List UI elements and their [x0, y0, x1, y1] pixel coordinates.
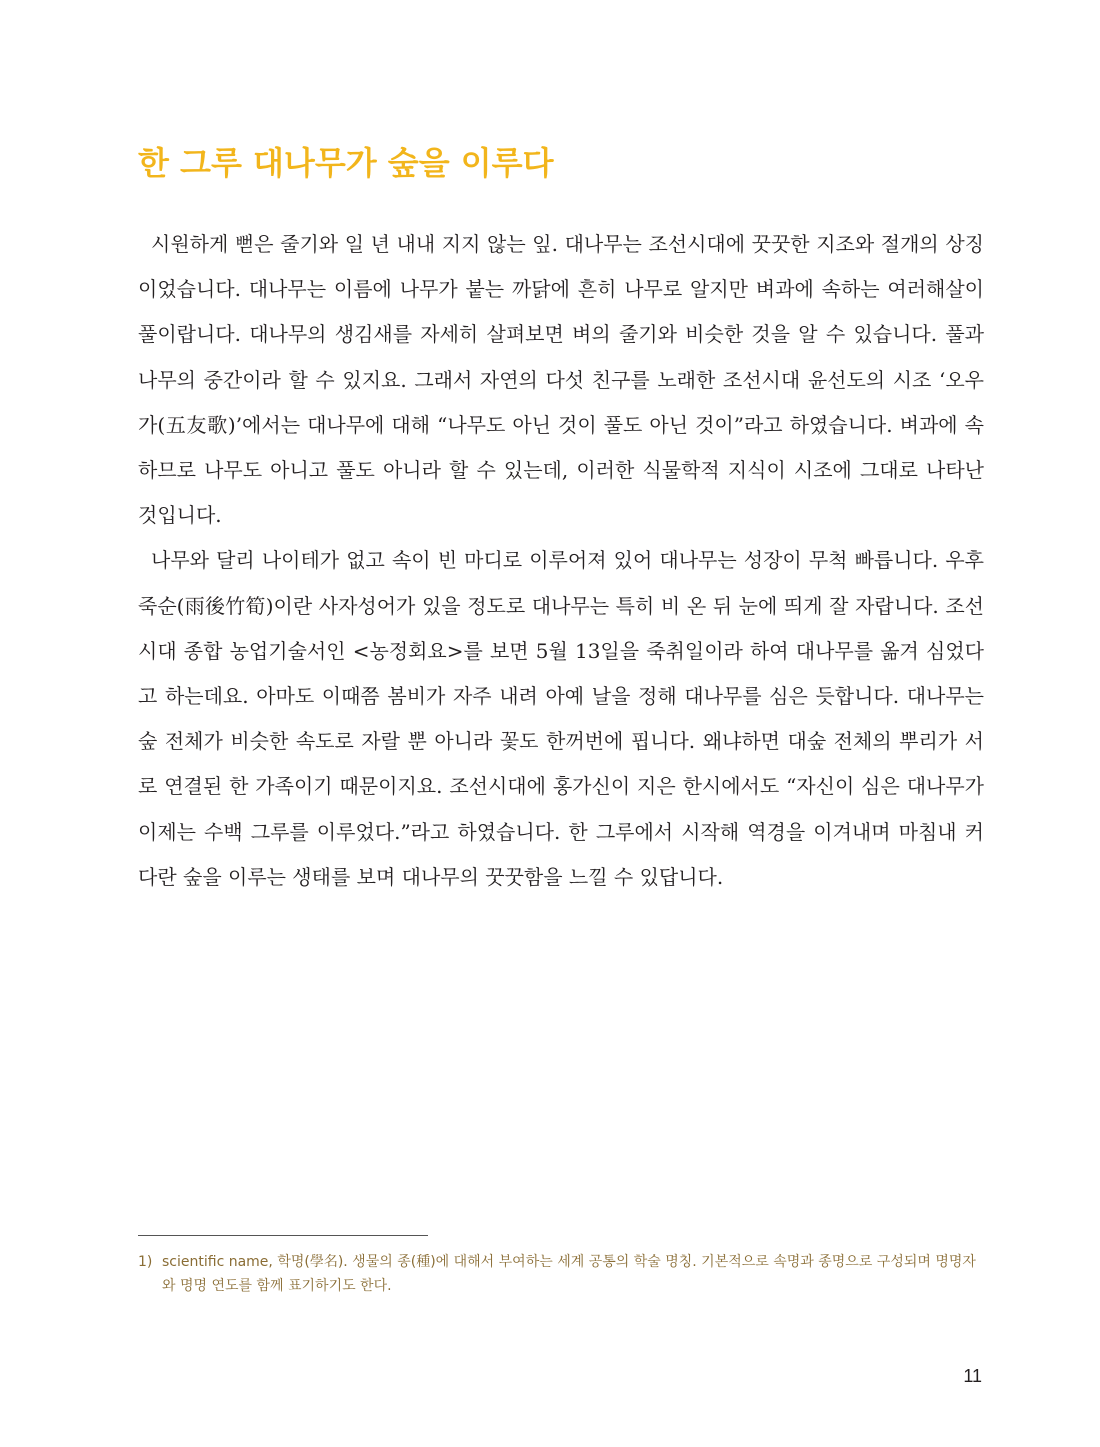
footnote-text: scientific name, 학명(學名). 생물의 종(種)에 대해서 부여하는 세계 공통의 학술 명칭. 기본적으로 속명과 종명으로 구성되며 명명자와 명명 연도를 함께 표기하기도 한다. — [162, 1254, 976, 1294]
page-number: 11 — [963, 1366, 982, 1386]
footnote-number: 1) — [138, 1254, 153, 1270]
footnote-divider — [138, 1235, 428, 1236]
body-text — [138, 222, 984, 900]
paragraph-2: 나무와 달리 나이테가 없고 속이 빈 마디로 이루어져 있어 대나무는 성장이 무척 빠릅니다. 우후죽순(雨後竹筍)이란 사자성어가 있을 정도로 대나무는 특히 비 온 뒤 눈에 띄게 잘 자랍니다. 조선시대 종합 농업기술서인 <농정회요>를 보면 5월 13일을 죽취일이라 하여 대나무를 옮겨 심었다고 하는데요. 아마도 이때쯤 봄비가 자주 내려 아예 날을 정해 대나무를 심은 듯합니다. 대나무는 숲 전체가 비슷한 속도로 자랄 뿐 아니라 꽃도 한꺼번에 핍니다. 왜냐하면 대숲 전체의 뿌리가 서로 연결된 한 가족이기 때문이지요. 조선시대에 홍가신이 지은 한시에서도 “자신이 심은 대나무가 이제는 수백 그루를 이루었다.”라고 하였습니다. 한 그루에서 시작해 역경을 이겨내며 마침내 커다란 숲을 이루는 생태를 보며 대나무의 꿋꿋함을 느낄 수 있답니다. — [138, 548, 984, 889]
page-title: 한 그루 대나무가 숲을 이루다 — [138, 144, 554, 182]
paragraph-1: 시원하게 뻗은 줄기와 일 년 내내 지지 않는 잎. 대나무는 조선시대에 꿋꿋한 지조와 절개의 상징이었습니다. 대나무는 이름에 나무가 붙는 까닭에 흔히 나무로 알지만 벼과에 속하는 여러해살이 풀이랍니다. 대나무의 생김새를 자세히 살펴보면 벼의 줄기와 비슷한 것을 알 수 있습니다. 풀과 나무의 중간이라 할 수 있지요. 그래서 자연의 다섯 친구를 노래한 조선시대 윤선도의 시조 ‘오우가(五友歌)’에서는 대나무에 대해 “나무도 아닌 것이 풀도 아닌 것이”라고 하였습니다. 벼과에 속하므로 나무도 아니고 풀도 아니라 할 수 있는데, 이러한 식물학적 지식이 시조에 그대로 나타난 것입니다. — [138, 232, 984, 528]
footnote — [138, 1250, 988, 1298]
